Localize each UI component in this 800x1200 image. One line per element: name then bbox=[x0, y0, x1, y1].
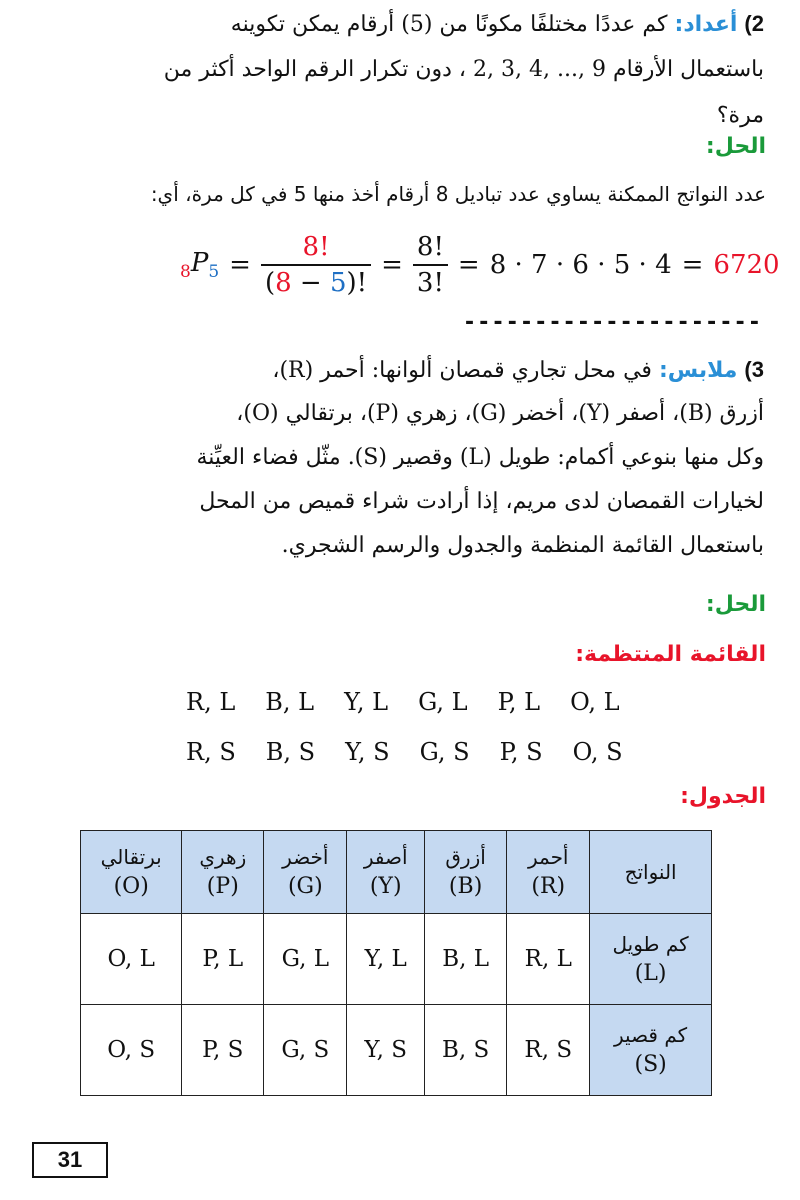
list-item: G, L bbox=[418, 688, 468, 716]
list-item: G, S bbox=[419, 738, 470, 766]
row-label-short: كم قصير (S) bbox=[590, 1005, 712, 1096]
q2-solution-label: الحل: bbox=[705, 134, 766, 159]
formula-result: 6720 bbox=[713, 250, 780, 280]
formula-product: 8 · 7 · 6 · 5 · 4 bbox=[489, 250, 672, 280]
table-cell: R, L bbox=[507, 914, 590, 1005]
list-item: O, L bbox=[570, 688, 620, 716]
list-item: R, L bbox=[186, 688, 236, 716]
list-item: Y, S bbox=[345, 738, 390, 766]
q3-solution-label: الحل: bbox=[705, 592, 766, 617]
q2-number: 2) bbox=[744, 11, 764, 36]
table-row bbox=[81, 1005, 712, 1096]
row-label-long: كم طويل (L) bbox=[590, 914, 712, 1005]
list-item: B, S bbox=[265, 738, 316, 766]
table-label: الجدول: bbox=[680, 784, 766, 809]
q3-line1 bbox=[272, 352, 764, 389]
formula-lhs: $_8P_5$ bbox=[180, 247, 220, 283]
fraction-1: $\frac{8!}{(8 - 5)!}$ bbox=[261, 232, 371, 298]
organized-list-label: القائمة المنتظمة: bbox=[575, 642, 766, 667]
q3-text1: في محل تجاري قمصان ألوانها: أحمر (R)، bbox=[272, 358, 652, 383]
header-yellow: أصفر (Y) bbox=[347, 831, 424, 914]
header-blue: أزرق (B) bbox=[424, 831, 506, 914]
organized-list-row-long bbox=[186, 688, 620, 716]
table-cell: P, L bbox=[182, 914, 264, 1005]
outcomes-table bbox=[80, 830, 712, 1096]
table-cell: Y, L bbox=[347, 914, 424, 1005]
header-green: أخضر (G) bbox=[264, 831, 347, 914]
header-red: أحمر (R) bbox=[507, 831, 590, 914]
list-item: O, S bbox=[572, 738, 623, 766]
table-cell: G, L bbox=[264, 914, 347, 1005]
table-cell: O, S bbox=[81, 1005, 182, 1096]
q2-line1 bbox=[231, 6, 764, 43]
table-corner: النواتج bbox=[590, 831, 712, 914]
q2-explanation: عدد النواتج الممكنة يساوي عدد تباديل 8 أرقام أخذ منها 5 في كل مرة، أي: bbox=[150, 182, 766, 206]
organized-list-row-short bbox=[186, 738, 623, 766]
q3-number: 3) bbox=[744, 357, 764, 382]
list-item: P, L bbox=[497, 688, 541, 716]
q3-keyword: ملابس: bbox=[658, 358, 738, 383]
header-orange: برتقالي (O) bbox=[81, 831, 182, 914]
table-cell: G, S bbox=[264, 1005, 347, 1096]
q2-line2: باستعمال الأرقام 9 ,... ,4 ,3 ,2 ، دون تكرار الرقم الواحد أكثر من bbox=[163, 57, 764, 82]
q3-line5: باستعمال القائمة المنظمة والجدول والرسم الشجري. bbox=[281, 533, 764, 558]
list-item: Y, L bbox=[344, 688, 389, 716]
table-cell: B, L bbox=[424, 914, 506, 1005]
q3-line3: وكل منها بنوعي أكمام: طويل (L) وقصير (S). مثّل فضاء العيِّنة bbox=[196, 445, 764, 470]
list-item: B, L bbox=[265, 688, 315, 716]
table-cell: Y, S bbox=[347, 1005, 424, 1096]
header-pink: زهري (P) bbox=[182, 831, 264, 914]
table-cell: O, L bbox=[81, 914, 182, 1005]
fraction-2: $\frac{8!}{3!}$ bbox=[413, 232, 448, 298]
q2-line3: مرة؟ bbox=[716, 103, 764, 128]
section-divider: --------------------- bbox=[462, 310, 762, 335]
q2-keyword: أعداد: bbox=[674, 12, 738, 37]
permutation-formula: $_8P_5$ = $\frac{8!}{(8 - 5)!}$ = $\frac{8!}{3!}$ = 8 · 7 · 6 · 5 · 4 = 6720 bbox=[180, 232, 780, 298]
list-item: P, S bbox=[499, 738, 543, 766]
list-item: R, S bbox=[186, 738, 236, 766]
table-cell: B, S bbox=[424, 1005, 506, 1096]
table-cell: R, S bbox=[507, 1005, 590, 1096]
table-header-row bbox=[81, 831, 712, 914]
page-number: 31 bbox=[32, 1142, 108, 1178]
q2-text1: كم عددًا مختلفًا مكونًا من (5) أرقام يمكن تكوينه bbox=[230, 12, 668, 37]
table-row bbox=[81, 914, 712, 1005]
q3-line4: لخيارات القمصان لدى مريم، إذا أرادت شراء قميص من المحل bbox=[199, 489, 764, 514]
q3-line2: أزرق (B)، أصفر (Y)، أخضر (G)، زهري (P)، برتقالي (O)، bbox=[236, 401, 764, 426]
table-cell: P, S bbox=[182, 1005, 264, 1096]
